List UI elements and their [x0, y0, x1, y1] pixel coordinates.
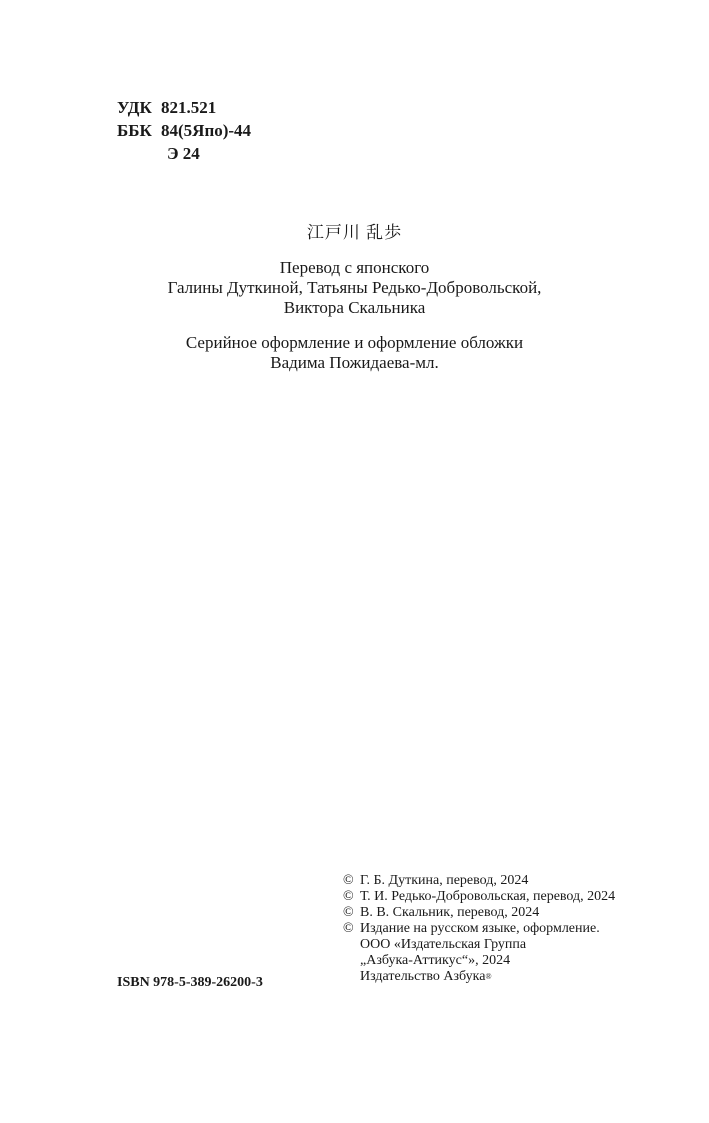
copyright-row [343, 889, 615, 905]
copyright-symbol: © [343, 921, 354, 936]
design-line: Серийное оформление и оформление обложки [185, 333, 524, 352]
design-line: Вадима Пожидаева-мл. [270, 353, 439, 372]
publisher-line: „Азбука-Аттикус“», 2024 [360, 953, 511, 968]
copyright-row [343, 873, 615, 889]
copyright-text: Издание на русском языке, оформление. [360, 921, 600, 936]
translation-credits [0, 258, 709, 318]
copyright-row [343, 921, 615, 937]
author-sign: Э 24 [167, 144, 200, 163]
udk-value: 821.521 [161, 98, 217, 117]
copyright-text: В. В. Скальник, перевод, 2024 [360, 905, 540, 920]
udk-label: УДК [117, 98, 152, 117]
bbk-row [117, 119, 251, 142]
classification-block [117, 96, 251, 165]
publisher-line [343, 969, 615, 985]
copyright-symbol: © [343, 905, 354, 920]
translation-line: Перевод с японского [279, 258, 430, 277]
bbk-value: 84(5Япо)-44 [161, 121, 252, 140]
design-credits [0, 333, 709, 373]
translation-line: Виктора Скальника [283, 298, 426, 317]
copyright-symbol: © [343, 873, 354, 888]
publisher-name: Издательство Азбука [360, 969, 486, 984]
copyright-symbol: © [343, 889, 354, 904]
udk-row [117, 96, 251, 119]
copyright-row [343, 905, 615, 921]
author-sign-row [117, 142, 251, 165]
publisher-line: ООО «Издательская Группа [360, 937, 527, 952]
copyright-block [343, 873, 615, 985]
bbk-label: ББК [117, 121, 152, 140]
author-original-name: 江戸川 乱歩 [306, 223, 403, 242]
registered-mark: ® [485, 972, 492, 981]
translation-line: Галины Дуткиной, Татьяны Редько-Добровольской, [167, 278, 542, 297]
copyright-text: Т. И. Редько-Добровольская, перевод, 2024 [360, 889, 616, 904]
isbn-number: ISBN 978-5-389-26200-3 [117, 975, 263, 990]
copyright-text: Г. Б. Дуткина, перевод, 2024 [360, 873, 529, 888]
